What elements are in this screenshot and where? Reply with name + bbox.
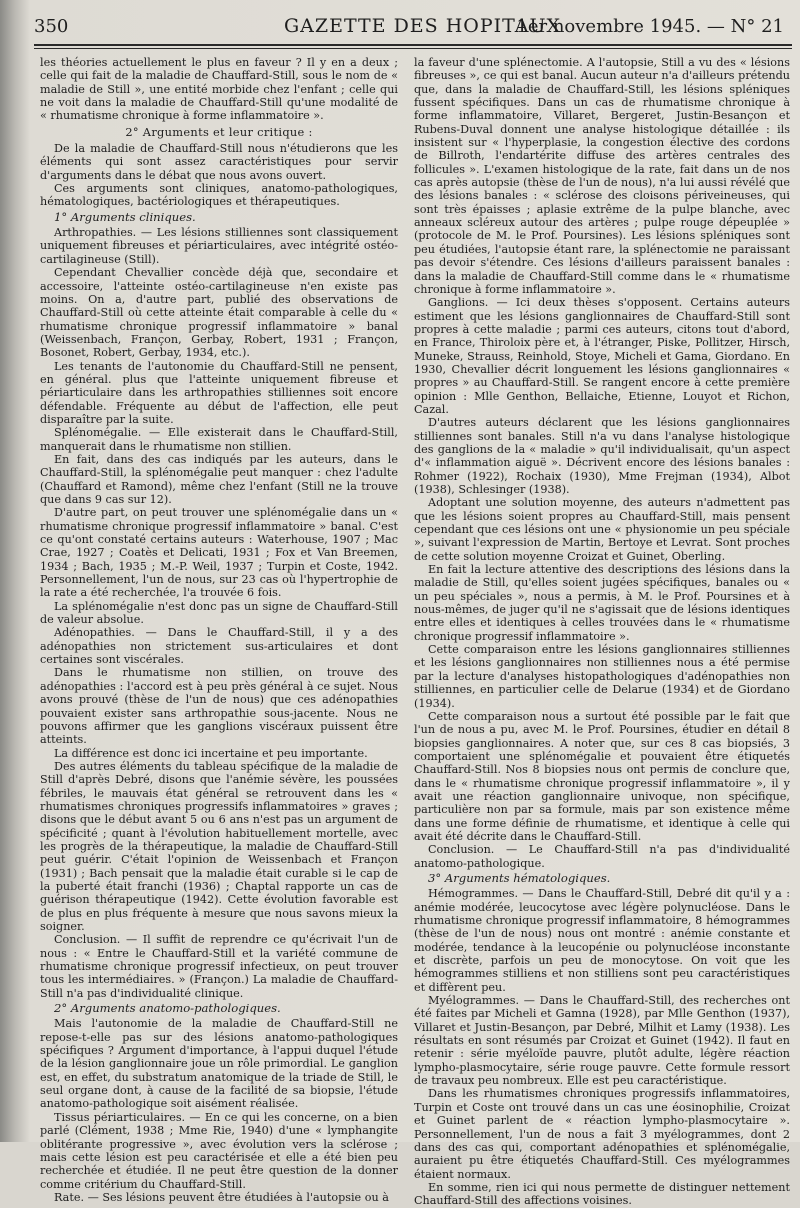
paragraph: En somme, rien ici qui nous permette de distinguer nettement Chauffard-Still des affections voisines. (414, 1180, 790, 1208)
paragraph: Adoptant une solution moyenne, des auteurs n'admettent pas que les lésions soient propres au Chauffard-Still, mais pensent cependant que ces lésions ont une « physionomie un peu spéciale », suivant l'expression de Martin, Bertoye et Levrat. Sont proches de cette solution moyenne Croizat et Guinet, Oberling. (414, 496, 790, 563)
paragraph: D'autre part, on peut trouver une splénomégalie dans un « rhumatisme chronique progressif inflammatoire » banal. C'est ce qu'ont constaté certains auteurs : Waterhouse, 1907 ; Mac Crae, 1927 ; Coatès et Delicati, 1931 ; Fox et Van Breemen, 1934 ; Bach, 1935 ; M.-P. Weil, 1937 ; Turpin et Coste, 1942. Personnellement, l'un de nous, sur 23 cas où l'hypertrophie de la rate a été recherchée, l'a trouvée 6 fois. (40, 506, 398, 600)
page-number: 350 (34, 16, 69, 37)
right-column (414, 56, 790, 1208)
paragraph: Cette comparaison nous a surtout été possible par le fait que l'un de nous a pu, avec M. le Prof. Poursines, étudier en détail 8 biopsies ganglionnaires. A noter que, sur ces 8 cas biopsiés, 3 comportaient une splénomégalie et pouvaient être étiquetés Chauffard-Still. Nos 8 biopsies nous ont permis de conclure que, dans le « rhumatisme chronique progressif inflammatoire », il y avait une réaction ganglionnaire univoque, non spécifique, particulière non par sa formule, mais par son existence même dans une forme définie de rhumatisme, et identique à celle qui avait été décrite dans le Chauffard-Still. (414, 709, 790, 843)
paragraph: Dans le rhumatisme non stillien, on trouve des adénopathies : l'accord est à peu près général à ce sujet. Nous avons prouvé (thèse de l'un de nous) que ces adénopathies pouvaient exister sans arthropathie sous-jacente. Nous ne pouvons affirmer que les ganglions viscéraux puissent être atteints. (40, 666, 398, 747)
paragraph: La splénomégalie n'est donc pas un signe de Chauffard-Still de valeur absolue. (40, 599, 398, 627)
paragraph: La différence est donc ici incertaine et peu importante. (54, 746, 368, 760)
paragraph: Des autres éléments du tableau spécifique de la maladie de Still d'après Debré, disons que l'anémie sévère, les poussées fébriles, le mauvais état général se retrouvent dans les « rhumatismes chroniques progressifs inflammatoires » graves ; disons que le début avant 5 ou 6 ans n'est pas un argument de spécificité ; quant à l'évolution habituellement mortelle, avec les progrès de la thérapeutique, la maladie de Chauffard-Still peut guérir. C'était l'opinion de Weissenbach et Françon (1931) ; Bach pensait que la maladie était curable si le cap de la puberté était franchi (1936) ; Chaptal rapporte un cas de guérison thérapeutique (1942). Cette évolution favorable est de plus en plus fréquente à mesure que nous savons mieux la soigner. (40, 759, 398, 933)
paragraph: Conclusion. — Le Chauffard-Still n'a pas d'individualité anatomo-pathologique. (414, 843, 790, 870)
paragraph: Rate. — Ses lésions peuvent être étudiées à l'autopsie ou à (54, 1190, 389, 1204)
paragraph: D'autres auteurs déclarent que les lésions ganglionnaires stilliennes sont banales. Still n'a vu dans l'analyse histologique des ganglions de la « maladie » qu'il individualisait, qu'un aspect d'« inflammation aiguë ». Décrivent encore des lésions banales : Rohmer (1922), Rochaix (1930), Mme Frejman (1934), Albot (1938), Schlesinger (1938). (414, 416, 790, 496)
paragraph: Cependant Chevallier concède déjà que, secondaire et accessoire, l'atteinte ostéo-cartilagineuse n'en existe pas moins. On a, d'autre part, publié des observations de Chauffard-Still où cette atteinte était comparable à celle du « rhumatisme chronique progressif inflammatoire » banal (Weissenbach, Françon, Gerbay, Robert, 1931 ; Françon, Bosonet, Robert, Gerbay, 1934, etc.). (40, 266, 398, 360)
paragraph: Arthropathies. — Les lésions stilliennes sont classiquement uniquement fibreuses et périarticulaires, avec intégrité ostéo-cartilagineuse (Still). (40, 226, 398, 266)
paragraph: Ganglions. — Ici deux thèses s'opposent. Certains auteurs estiment que les lésions ganglionnaires de Chauffard-Still sont propres à cette maladie ; parmi ces auteurs, citons tout d'abord, en France, Thiroloix père et, à l'étranger, Piske, Pollitzer, Hirsch, Muneke, Strauss, Reinhold, Stoye, Micheli et Gama, Giordano. En 1930, Chevallier décrit longuement les lésions ganglionnaires « propres » au Chauffard-Still. Se rangent encore à cette première opinion : Mlle Genthon, Bellaiche, Etienne, Louyot et Richon, Cazal. (414, 296, 790, 416)
paragraph: Cette comparaison entre les lésions ganglionnaires stilliennes et les lésions ganglionnaires non stilliennes nous a été permise par la lecture d'analyses histopathologiques d'adénopathies non stilliennes, en particulier celle de Delarue (1934) et de Giordano (1934). (414, 643, 790, 710)
paragraph: Hémogrammes. — Dans le Chauffard-Still, Debré dit qu'il y a : anémie modérée, leucocytose avec légère polynucléose. Dans le rhumatisme chronique progressif inflammatoire, 8 hémogrammes (thèse de l'un de nous) nous ont montré : anémie constante et modérée, tendance à la leucopénie ou polynucléose inconstante et discrète, parfois un peu de monocytose. On voit que les hémogrammes stilliens et non stilliens sont peu caractéristiques et diffèrent peu. (414, 887, 790, 994)
subsection-heading: 1° Arguments cliniques. (54, 209, 196, 224)
paragraph: En fait la lecture attentive des descriptions des lésions dans la maladie de Still, qu'elles soient jugées spécifiques, banales ou « un peu spéciales », nous a permis, à M. le Prof. Poursines et à nous-mêmes, de juger qu'il ne s'agissait que de lésions identiques entre elles et identiques à celles trouvées dans le « rhumatisme chronique progressif inflammatoire ». (414, 563, 790, 643)
paragraph: En fait, dans des cas indiqués par les auteurs, dans le Chauffard-Still, la splénomégalie peut manquer : chez l'adulte (Chauffard et Ramond), même chez l'enfant (Still ne la trouve que dans 9 cas sur 12). (40, 452, 398, 506)
paragraph: Les tenants de l'autonomie du Chauffard-Still ne pensent, en général. plus que l'atteinte uniquement fibreuse et périarticulaire dans les arthropathies stilliennes soit encore défendable. Fréquente au début de l'affection, elle peut disparaître par la suite. (40, 359, 398, 426)
paragraph: Mais l'autonomie de la maladie de Chauffard-Still ne repose-t-elle pas sur des lésions anatomo-pathologiques spécifiques ? Argument d'importance, à l'appui duquel l'étude de la lésion ganglionnaire joue un rôle primordial. Le ganglion est, en effet, du substratum anatomique de la triade de Still, le seul organe dont, à cause de la facilité de sa biopsie, l'étude anatomo-pathologique soit aisément réalisée. (40, 1017, 398, 1111)
journal-title: GAZETTE DES HOPITAUX (284, 15, 562, 37)
issue-date: 1er novembre 1945. — N° 21 (516, 16, 784, 37)
paragraph: De la maladie de Chauffard-Still nous n'étudierons que les éléments qui sont assez caractéristiques pour servir d'arguments dans le débat que nous avons ouvert. (40, 142, 398, 182)
paragraph: Adénopathies. — Dans le Chauffard-Still, il y a des adénopathies non strictement sus-articulaires et dont certaines sont viscérales. (40, 626, 398, 667)
running-header (34, 14, 792, 46)
paragraph: Conclusion. — Il suffit de reprendre ce qu'écrivait l'un de nous : « Entre le Chauffard-Still et la variété commune de rhumatisme chronique progressif infectieux, on peut trouver tous les intermédiaires. » (Françon.) La maladie de Chauffard-Still n'a pas d'individualité clinique. (40, 933, 398, 1000)
section-heading: 2° Arguments et leur critique : (125, 124, 313, 139)
paragraph: les théories actuellement le plus en faveur ? Il y en a deux ; celle qui fait de la maladie de Chauffard-Still, sous le nom de « maladie de Still », une entité morbide chez l'enfant ; celle qui ne voit dans la maladie de Chauffard-Still qu'une modalité de « rhumatisme chronique à forme inflammatoire ». (40, 56, 398, 123)
paragraph: Dans les rhumatismes chroniques progressifs inflammatoires, Turpin et Coste ont trouvé dans un cas une éosinophilie, Croizat et Guinet parlent de « réaction lympho-plasmocytaire ». Personnellement, l'un de nous a fait 3 myélogrammes, dont 2 dans des cas qui, comportant adénopathies et splénomégalie, auraient pu être étiquetés Chauffard-Still. Ces myélogrammes étaient normaux. (414, 1087, 790, 1181)
subsection-heading: 3° Arguments hématologiques. (428, 870, 611, 885)
paragraph: Tissus périarticulaires. — En ce qui les concerne, on a bien parlé (Clément, 1938 ; Mme Rie, 1940) d'une « lymphangite oblitérante progressive », avec évolution vers la sclérose ; mais cette lésion est peu caractérisée et elle a été bien peu recherchée et étudiée. Il ne peut être question de la donner comme critérium du Chauffard-Still. (40, 1110, 398, 1191)
header-rule (34, 48, 792, 49)
paragraph: Ces arguments sont cliniques, anatomo-pathologiques, hématologiques, bactériologiques et thérapeutiques. (40, 182, 398, 209)
left-column (40, 56, 398, 1204)
paragraph: Myélogrammes. — Dans le Chauffard-Still, des recherches ont été faites par Micheli et Gamna (1928), par Mlle Genthon (1937), Villaret et Justin-Besançon, par Debré, Milhit et Lamy (1938). Les résultats en sont résumés par Croizat et Guinet (1942). Il faut en retenir : série myéloïde pauvre, plutôt adulte, légère réaction lympho-plasmocytaire, série rouge pauvre. Cette formule ressort de travaux peu nombreux. Elle est peu caractéristique. (414, 994, 790, 1088)
paragraph: la faveur d'une splénectomie. A l'autopsie, Still a vu des « lésions fibreuses », ce qui est banal. Aucun auteur n'a d'ailleurs prétendu que, dans la maladie de Chauffard-Still, les lésions spléniques fussent spécifiques. Dans un cas de rhumatisme chronique à forme inflammatoire, Villaret, Bergeret, Justin-Besançon et Rubens-Duval donnent une analyse histologique détaillée : ils insistent sur « l'hyperplasie, la congestion élective des cordons de Billroth, l'endartérite diffuse des artères centrales des follicules ». L'examen histologique de la rate, fait dans un de nos cas après autopsie (thèse de l'un de nous), n'a lui aussi révélé que des lésions banales : « sclérose des cloisons périveineuses, qui sont très épaisses ; aplasie extrême de la pulpe blanche, avec anneaux scléreux autour des artères ; pulpe rouge dépeuplée » (protocole de M. le Prof. Poursines). Les lésions spléniques sont peu étudiées, l'autopsie étant rare, la splénectomie ne paraissant pas devoir s'étendre. Ces lésions d'ailleurs paraissent banales : dans la maladie de Chauffard-Still comme dans le « rhumatisme chronique à forme inflammatoire ». (414, 56, 790, 296)
paragraph: Splénomégalie. — Elle existerait dans le Chauffard-Still, manquerait dans le rhumatisme non stillien. (40, 426, 398, 453)
subsection-heading: 2° Arguments anatomo-pathologiques. (54, 1001, 281, 1016)
